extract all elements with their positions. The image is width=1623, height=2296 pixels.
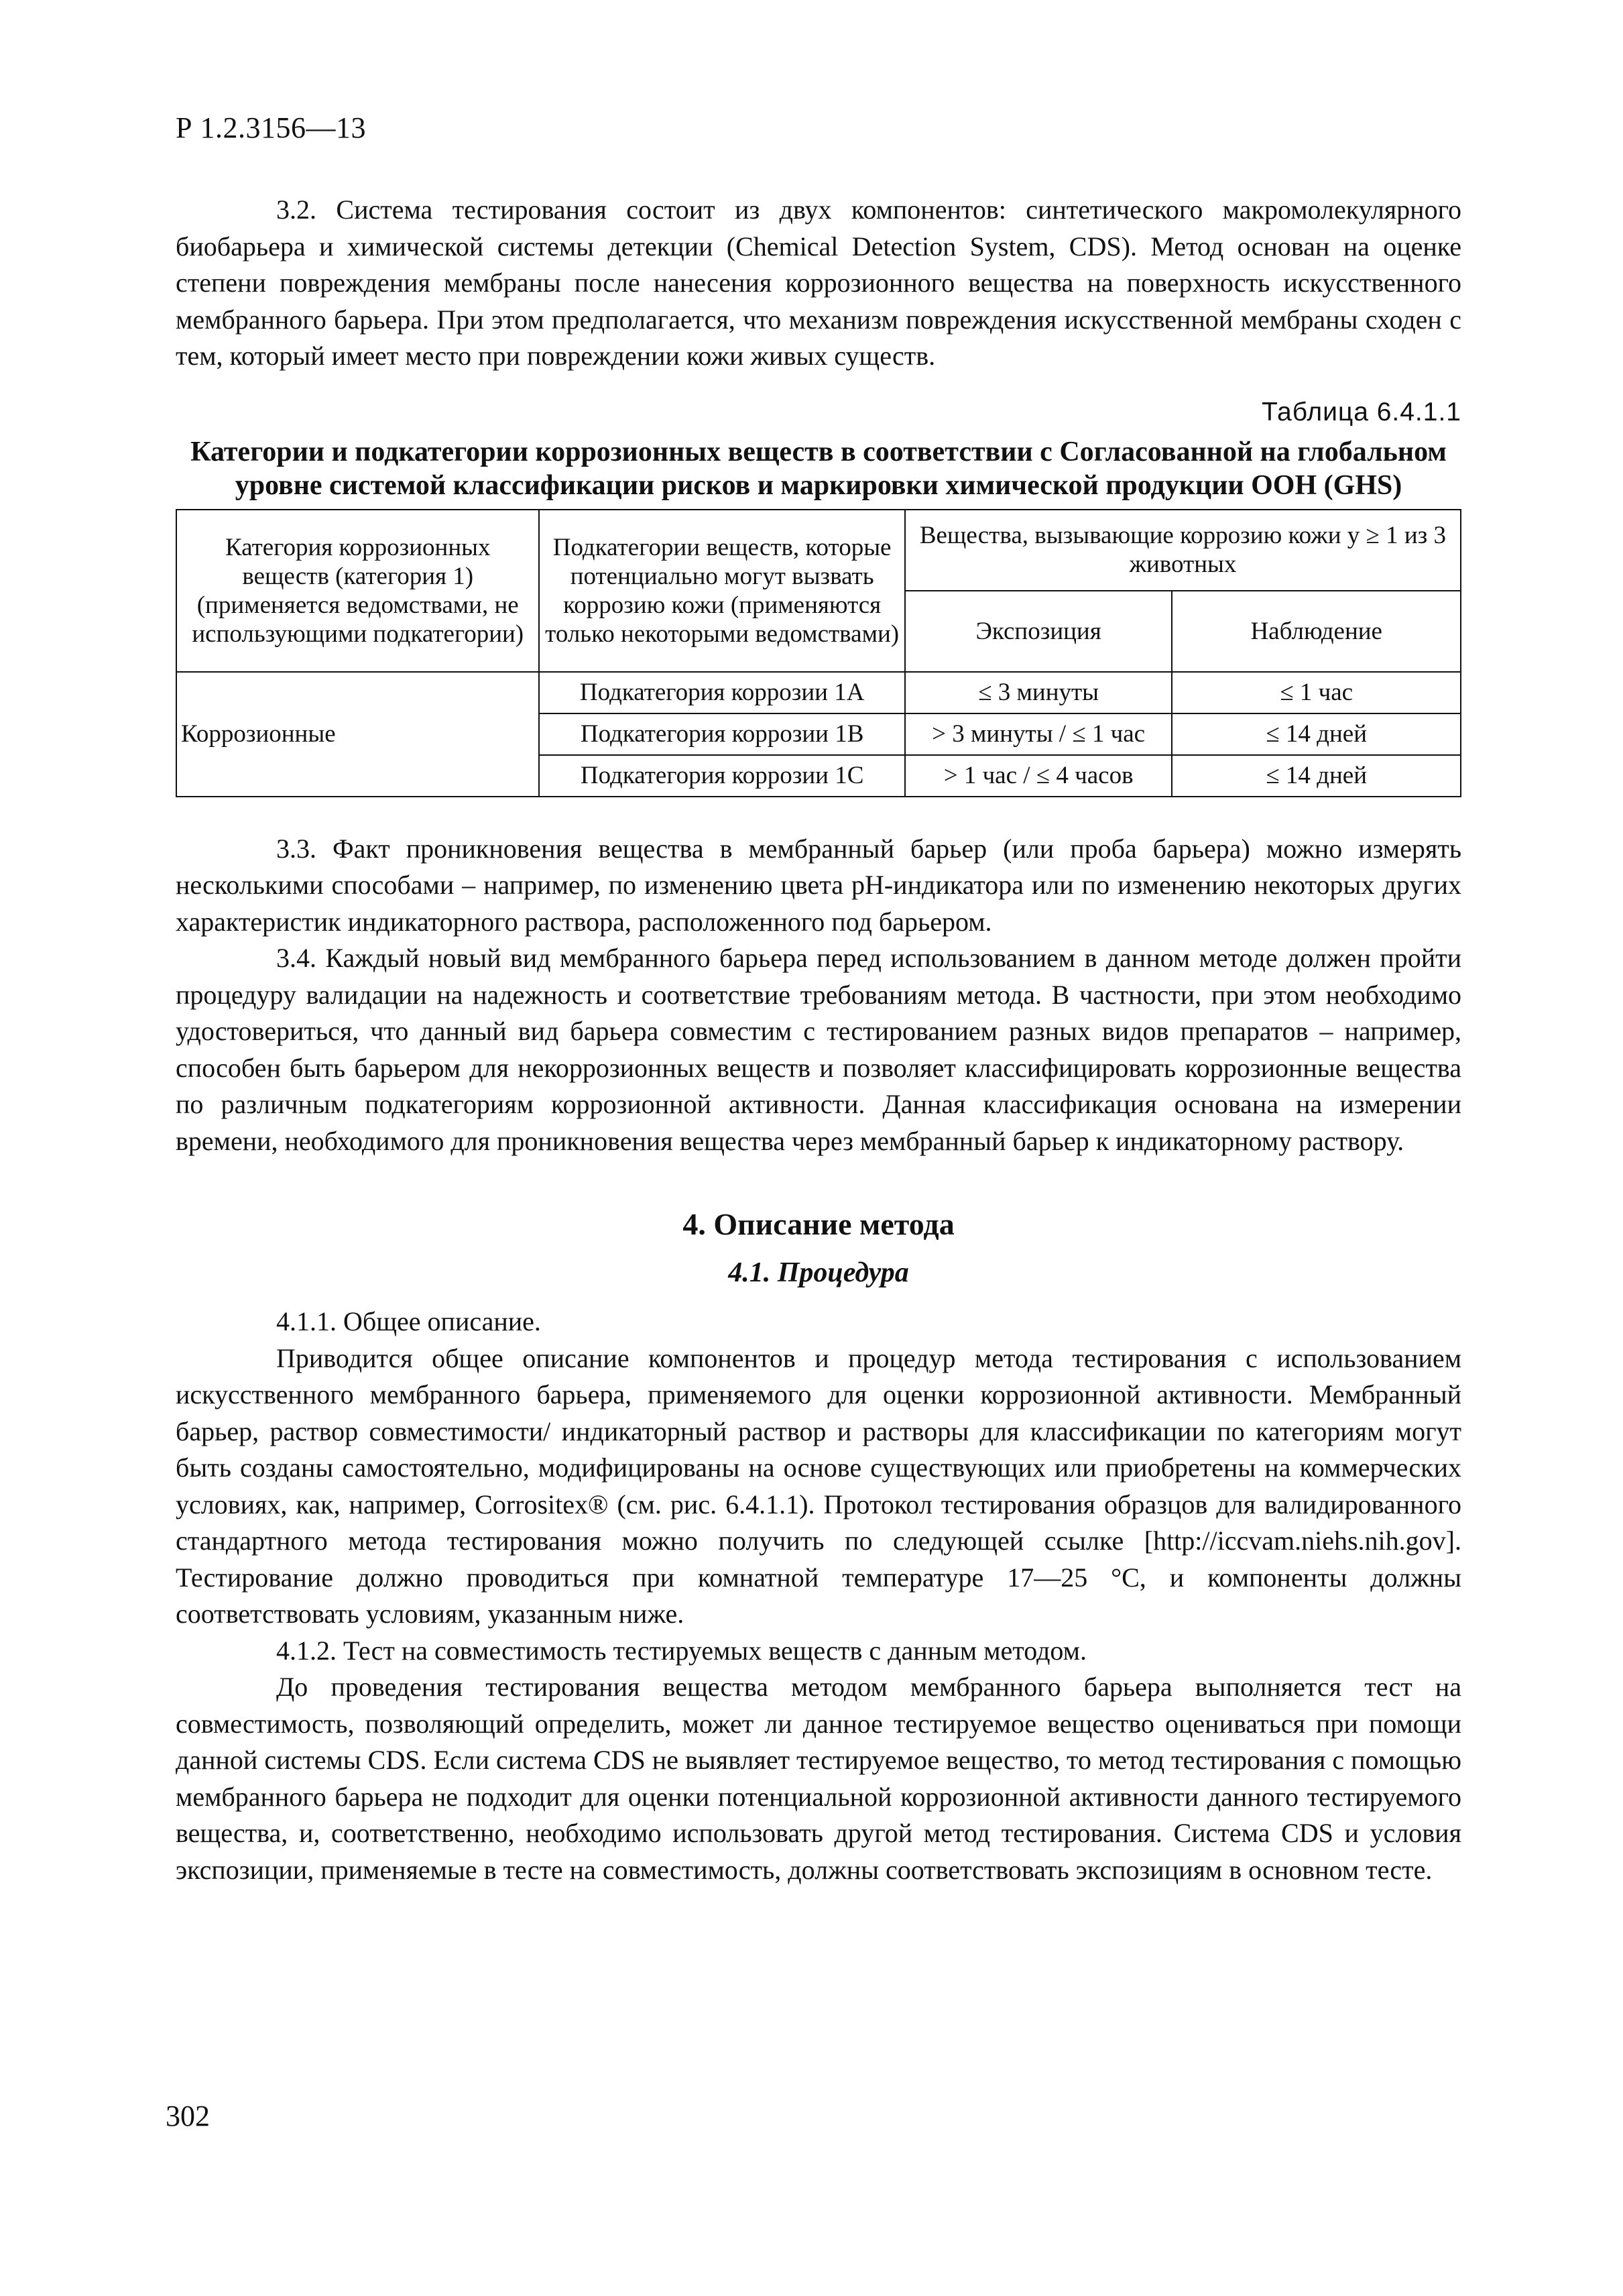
corrosion-categories-table: [176, 509, 1461, 797]
observation-cell: ≤ 1 час: [1172, 672, 1461, 713]
subsection-heading: 4.1. Процедура: [728, 1257, 909, 1288]
document-code: Р 1.2.3156—13: [176, 111, 366, 144]
paragraph-4-1-1: 4.1.1. Общее описание.: [276, 1306, 541, 1336]
exposure-cell: > 1 час / ≤ 4 часов: [905, 755, 1173, 797]
table-caption: Таблица 6.4.1.1: [1261, 397, 1461, 426]
document-page: [176, 111, 1461, 1888]
header-category-cell: Категория коррозионных веществ (категория 1) (применяется ведомствами, не использующими подкатегории): [176, 510, 539, 672]
paragraph-compatibility-test: До проведения тестирования вещества методом мембранного барьера выполняется тест на совместимость, позволяющий определить, может ли данное тестируемое вещество оцениваться при помощи данной системы CDS. Если система CDS не выявляет тестируемое вещество, то метод тестирования с помощью мембранного барьера не подходит для оценки потенциальной коррозионной активности данного тестируемого вещества, и, соответственно, необходимо использовать другой метод тестирования. Система CDS и условия экспозиции, применяемые в тесте на совместимость, должны соответствовать экспозициям в основном тесте.: [176, 1672, 1461, 1885]
header-exposure-cell: Экспозиция: [905, 591, 1173, 672]
subcategory-cell: Подкатегория коррозии 1C: [539, 755, 904, 797]
paragraph-3-4: 3.4. Каждый новый вид мембранного барьера перед использованием в данном методе должен пройти процедуру валидации на надежность и соответствие требованиям метода. В частности, при этом необходимо удостовериться, что данный вид барьера совместим с тестированием разных видов препаратов – например, способен быть барьером для некоррозионных веществ и позволяет классифицировать коррозионные вещества по различным подкатегориям коррозионной активности. Данная классификация основана на измерении времени, необходимого для проникновения вещества через мембранный барьер к индикаторному раствору.: [176, 943, 1461, 1156]
paragraph-3-2: 3.2. Система тестирования состоит из двух компонентов: синтетического макромолекулярного биобарьера и химической системы детекции (Chemical Detection System, CDS). Метод основан на оценке степени повреждения мембраны после нанесения коррозионного вещества на поверхность искусственного мембранного барьера. При этом предполагается, что механизм повреждения искусственной мембраны сходен с тем, который имеет место при повреждении кожи живых существ.: [176, 194, 1461, 371]
category-cell: Коррозионные: [176, 672, 539, 797]
table-title: Категории и подкатегории коррозионных веществ в соответствии с Согласованной на глобальном уровне системой классификации рисков и маркировки химической продукции ООН (GHS): [190, 436, 1447, 501]
header-observation-cell: Наблюдение: [1172, 591, 1461, 672]
observation-cell: ≤ 14 дней: [1172, 713, 1461, 755]
section-heading: 4. Описание метода: [682, 1207, 955, 1241]
subcategory-cell: Подкатегория коррозии 1A: [539, 672, 904, 713]
table-header-row: [176, 510, 1461, 591]
paragraph-general-description: Приводится общее описание компонентов и процедур метода тестирования с использованием искусственного мембранного барьера, применяемого для оценки коррозионной активности. Мембранный барьер, раствор совместимости/ индикаторный раствор и растворы для классификации по категориям могут быть созданы самостоятельно, модифицированы на основе существующих или приобретены на коммерческих условиях, как, например, Corrositex® (см. рис. 6.4.1.1). Протокол тестирования образцов для валидированного стандартного метода тестирования можно получить по следующей ссылке [http://iccvam.niehs.nih.gov]. Тестирование должно проводиться при комнатной температуре 17—25 °С, и компоненты должны соответствовать условиям, указанным ниже.: [176, 1342, 1461, 1629]
header-animals-cell: Вещества, вызывающие коррозию кожи у ≥ 1 из 3 животных: [905, 510, 1461, 591]
table-row: [176, 672, 1461, 713]
observation-cell: ≤ 14 дней: [1172, 755, 1461, 797]
exposure-cell: ≤ 3 минуты: [905, 672, 1173, 713]
subcategory-cell: Подкатегория коррозии 1B: [539, 713, 904, 755]
paragraph-3-3: 3.3. Факт проникновения вещества в мембранный барьер (или проба барьера) можно измерять несколькими способами – например, по изменению цвета pH-индикатора или по изменению некоторых других характеристик индикаторного раствора, расположенного под барьером.: [176, 833, 1461, 937]
header-subcategory-cell: Подкатегории веществ, которые потенциально могут вызвать коррозию кожи (применяются только некоторыми ведомствами): [539, 510, 904, 672]
page-number: 302: [166, 2100, 210, 2132]
exposure-cell: > 3 минуты / ≤ 1 час: [905, 713, 1173, 755]
paragraph-4-1-2: 4.1.2. Тест на совместимость тестируемых веществ с данным методом.: [276, 1635, 1087, 1666]
